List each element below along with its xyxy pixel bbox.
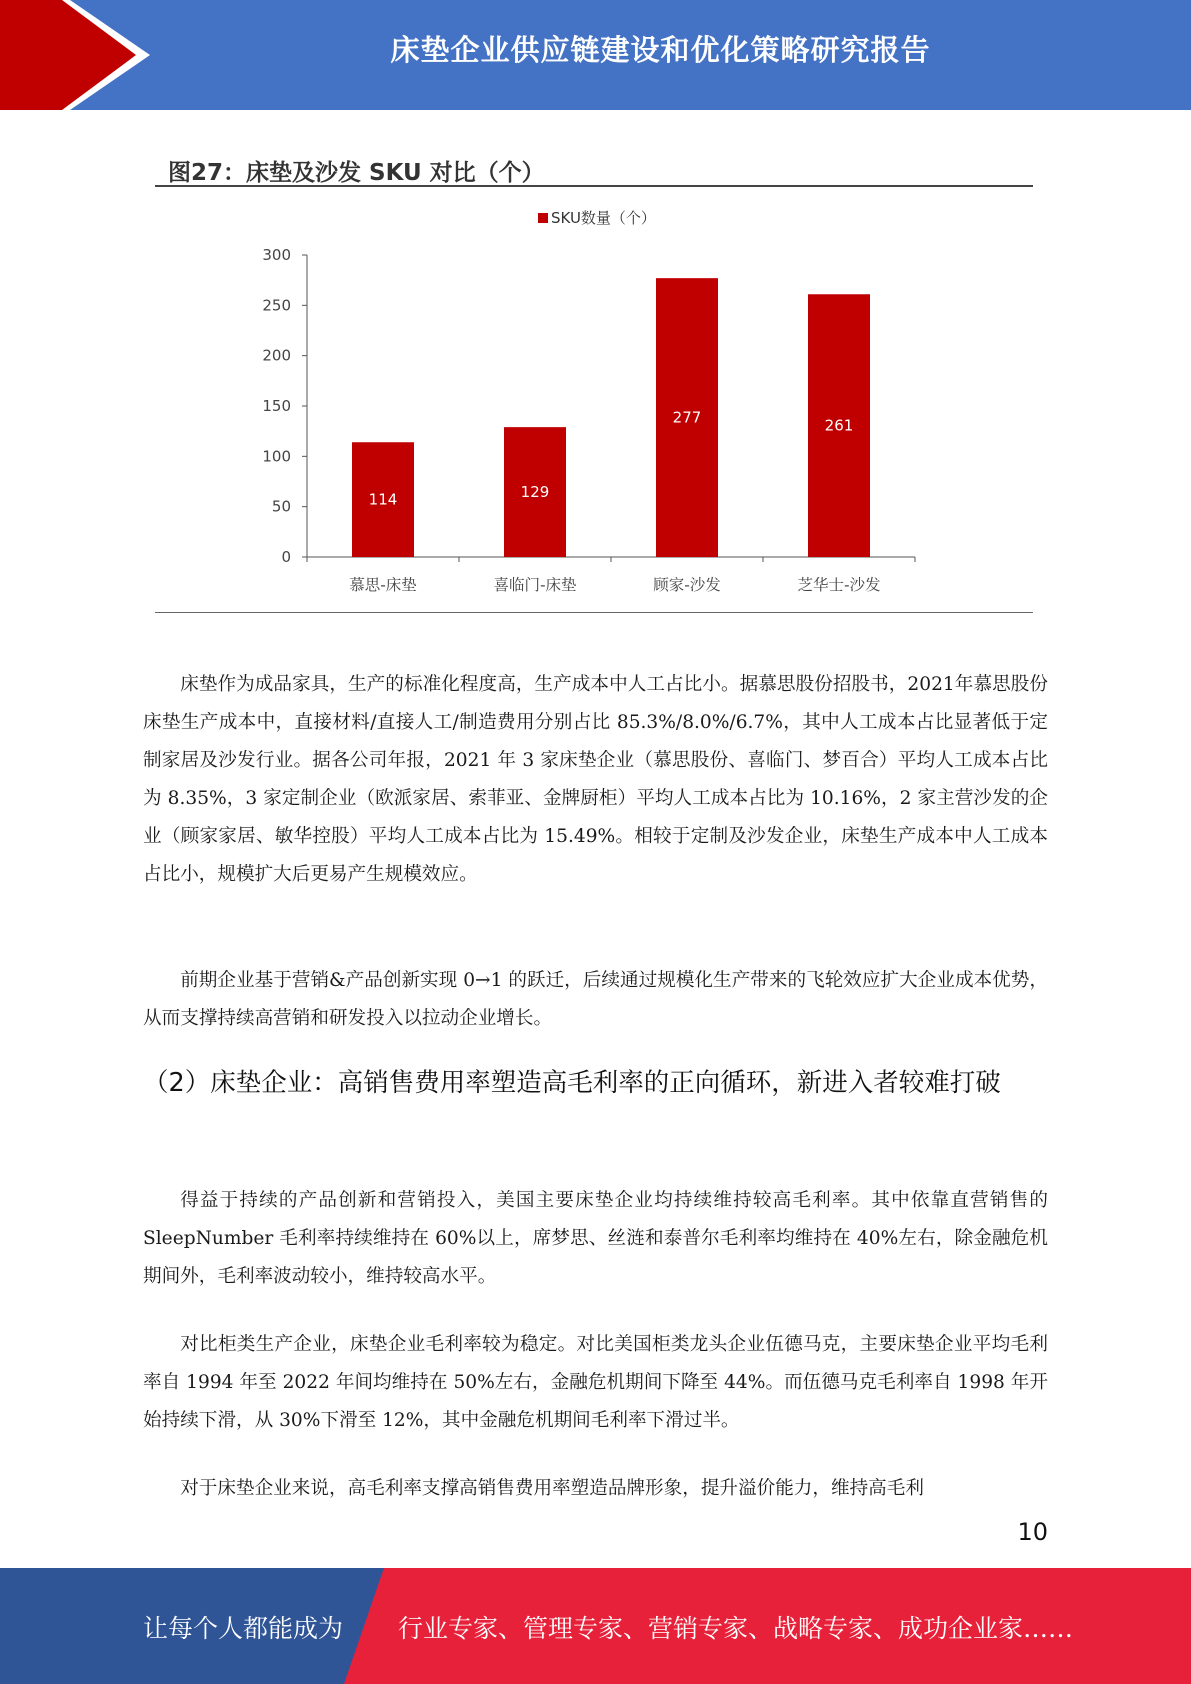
x-category-label: 芝华士-沙发 (797, 576, 881, 594)
y-tick-label: 50 (271, 497, 291, 516)
report-title: 床垫企业供应链建设和优化策略研究报告 (390, 33, 931, 67)
figure-bottom-rule (155, 612, 1033, 613)
footer-slogan-right: 行业专家、管理专家、营销专家、战略专家、成功企业家…… (398, 1614, 1074, 1643)
page-number: 10 (1017, 1518, 1048, 1546)
y-tick-label: 100 (262, 447, 291, 466)
y-tick-label: 150 (262, 397, 291, 415)
bar-value-label: 261 (824, 416, 854, 435)
y-tick-label: 250 (262, 296, 291, 315)
footer-slogan-left: 让每个人都能成为 (143, 1614, 344, 1643)
y-tick-label: 300 (262, 246, 291, 264)
paragraph-flywheel: 前期企业基于营销&产品创新实现 0→1 的跃迁，后续通过规模化生产带来的飞轮效应扩大企业成本优势，从而支撑持续高营销和研发投入以拉动企业增长。 (143, 970, 1048, 1029)
page-header (0, 0, 1191, 110)
bar-value-label: 277 (672, 408, 702, 427)
legend-label: SKU数量（个） (551, 209, 656, 227)
paragraph-us-margins: 得益于持续的产品创新和营销投入，美国主要床垫企业均持续维持较高毛利率。其中依靠直营销售的 SleepNumber 毛利率持续维持在 60%以上，席梦思、丝涟和泰普尔毛利率均维持在 40%左右，除金融危机期间外，毛利率波动较小，维持较高水平。 (143, 1190, 1048, 1287)
sku-bar-chart (155, 195, 1033, 610)
paragraph-premium: 对于床垫企业来说，高毛利率支撑高销售费用率塑造品牌形象，提升溢价能力，维持高毛利 (180, 1478, 924, 1499)
x-category-label: 喜临门-床垫 (493, 576, 577, 594)
y-tick-label: 0 (281, 548, 291, 566)
section-heading: （2）床垫企业：高销售费用率塑造高毛利率的正向循环，新进入者较难打破 (143, 1068, 1001, 1098)
paragraph-labor-cost: 床垫作为成品家具，生产的标准化程度高，生产成本中人工占比小。据慕思股份招股书，2021年慕思股份床垫生产成本中，直接材料/直接人工/制造费用分别占比 85.3%/8.0%/6.7%，其中人工成本占比显著低于定制家居及沙发行业。据各公司年报，2021 年 3 家床垫企业（慕思股份、喜临门、梦百合）平均人工成本占比为 8.35%，3 家定制企业（欧派家居、索菲亚、金牌厨柜）平均人工成本占比为 10.16%，2 家主营沙发的企业（顾家家居、敏华控股）平均人工成本占比为 15.49%。相较于定制及沙发企业，床垫生产成本中人工成本占比小，规模扩大后更易产生规模效应。 (143, 674, 1048, 885)
x-category-label: 顾家-沙发 (653, 576, 721, 594)
legend-swatch (538, 213, 548, 223)
page-footer (0, 1568, 1191, 1684)
paragraph-cabinet-comparison: 对比柜类生产企业，床垫企业毛利率较为稳定。对比美国柜类龙头企业伍德马克，主要床垫企业平均毛利率自 1994 年至 2022 年间均维持在 50%左右，金融危机期间下降至 44%。而伍德马克毛利率自 1998 年开始持续下滑，从 30%下滑至 12%，其中金融危机期间毛利率下滑过半。 (143, 1334, 1048, 1431)
figure-title: 图27：床垫及沙发 SKU 对比（个） (168, 160, 545, 186)
chart-legend (538, 209, 656, 227)
y-tick-label: 200 (262, 346, 291, 365)
bar-value-label: 114 (368, 490, 398, 509)
x-category-label: 慕思-床垫 (349, 576, 417, 594)
header-arrow-decoration (0, 0, 200, 110)
bar-value-label: 129 (520, 483, 550, 502)
figure-top-rule (155, 185, 1033, 187)
